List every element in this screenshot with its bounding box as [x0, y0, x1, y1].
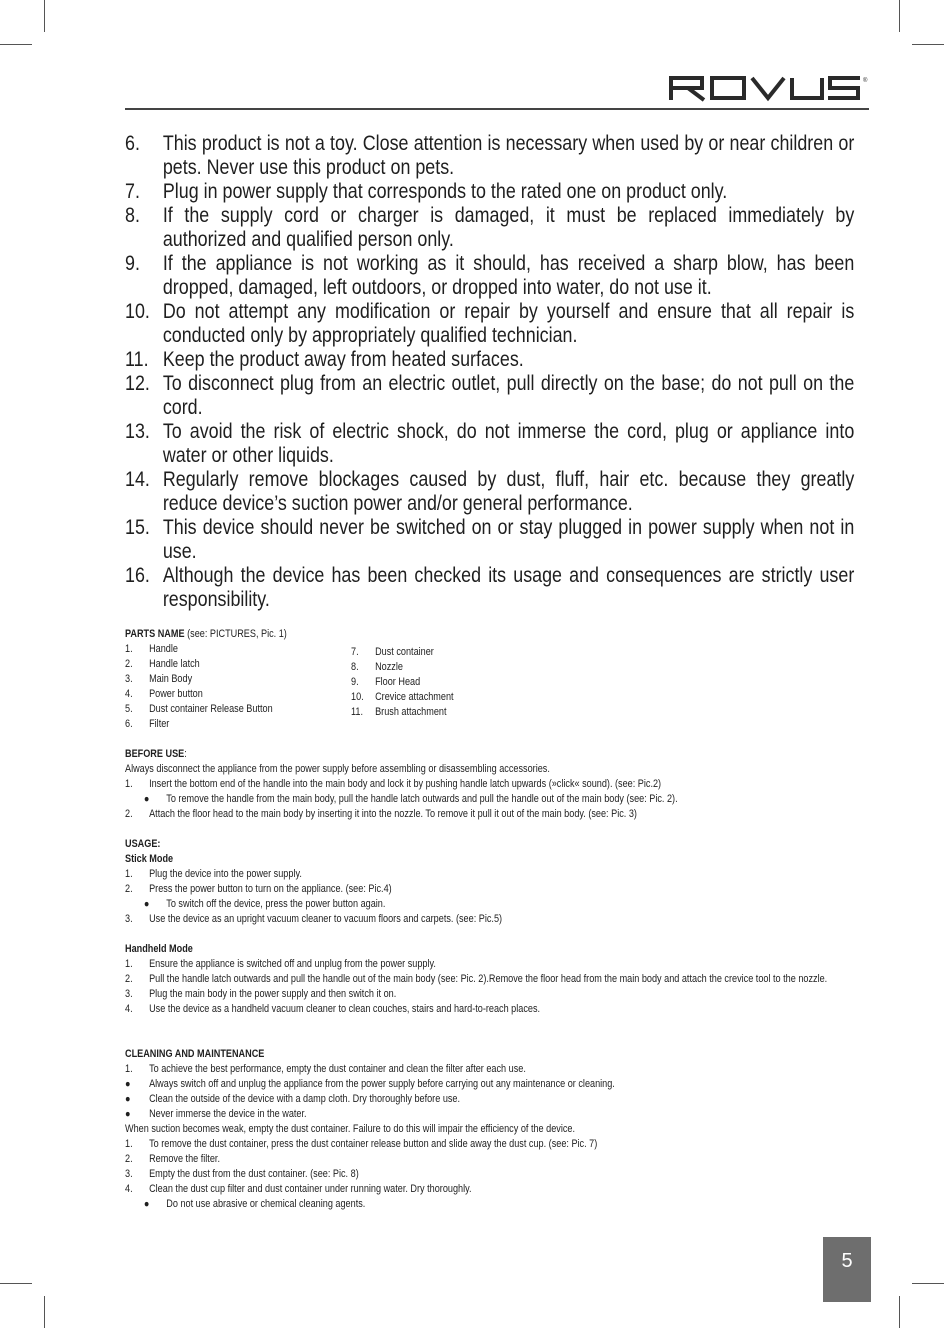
rovus-logo — [668, 74, 868, 102]
list-item: 4. Use the device as a handheld vacuum cleaner to clean couches, stairs and hard-to-reach places. — [125, 1003, 541, 1015]
list-item: 9. If the appliance is not working as it should, has received a sharp blow, has been dropped, damaged, left outdoors, or dropped into water, do not use it. — [125, 252, 855, 299]
list-item: 5. Dust container Release Button — [125, 703, 273, 715]
crop-mark — [899, 1296, 900, 1328]
section-heading: USAGE: — [125, 838, 161, 850]
list-item: 15. This device should never be switched on or stay plugged in power supply when not in use. — [125, 516, 855, 563]
list-item: ● To switch off the device, press the power button again. — [143, 898, 386, 910]
before-use-section — [125, 747, 865, 822]
list-item: 2. Pull the handle latch outwards and pull the handle out of the main body (see: Pic. 2).Remove the floor head from the main body and attach the crevice tool to the nozzle. — [125, 973, 828, 985]
list-item: 8. If the supply cord or charger is damaged, it must be replaced immediately by authorized and qualified person only. — [125, 204, 855, 251]
list-item: 3. Empty the dust from the dust container. (see: Pic. 8) — [125, 1168, 359, 1180]
crop-mark — [0, 44, 32, 45]
list-item: 13. To avoid the risk of electric shock, do not immerse the cord, plug or appliance into water or other liquids. — [125, 420, 855, 467]
list-item: 2. Remove the filter. — [125, 1153, 220, 1165]
list-item: 2. Handle latch — [125, 658, 200, 670]
list-item: ● Never immerse the device in the water. — [125, 1108, 307, 1120]
list-item: 3. Main Body — [125, 673, 193, 685]
page-number: 5 — [823, 1237, 871, 1302]
list-item: ● Always switch off and unplug the appliance from the power supply before carrying out any maintenance or cleaning. — [125, 1078, 615, 1090]
header-rule — [125, 108, 869, 110]
section-heading: CLEANING AND MAINTENANCE — [125, 1048, 265, 1060]
list-item: 1. To remove the dust container, press the dust container release button and slide away the dust cup. (see: Pic. 7) — [125, 1138, 598, 1150]
list-item: 14. Regularly remove blockages caused by dust, fluff, hair etc. because they greatly reduce device’s suction power and/or general performance. — [125, 468, 855, 515]
parts-list-right — [351, 645, 523, 720]
list-item: 2. Attach the floor head to the main body by inserting it into the nozzle. To remove it pull it out of the main body. (see: Pic. 3) — [125, 808, 637, 820]
list-item: 12. To disconnect plug from an electric outlet, pull directly on the base; do not pull on the cord. — [125, 372, 855, 419]
section-heading: BEFORE USE: — [125, 748, 187, 760]
list-item: 1. Plug the device into the power supply. — [125, 868, 302, 880]
list-item: 10. Do not attempt any modification or repair by yourself and ensure that all repair is conducted only by appropriately qualified technician. — [125, 300, 855, 347]
crop-mark — [912, 44, 944, 45]
paragraph: Always disconnect the appliance from the power supply before assembling or disassembling accessories. — [125, 763, 550, 775]
list-item: 1. Ensure the appliance is switched off and unplug from the power supply. — [125, 958, 436, 970]
list-item: 3. Use the device as an upright vacuum cleaner to vacuum floors and carpets. (see: Pic.5) — [125, 913, 503, 925]
list-item: 2. Press the power button to turn on the appliance. (see: Pic.4) — [125, 883, 392, 895]
crop-mark — [0, 1283, 32, 1284]
subsection-heading: Handheld Mode — [125, 943, 193, 955]
crop-mark — [912, 1283, 944, 1284]
list-item: ● To remove the handle from the main body, pull the handle latch outwards and pull the handle out of the main body (see: Pic. 2). — [143, 793, 678, 805]
list-item: 11. Brush attachment — [351, 706, 447, 718]
list-item: 4. Power button — [125, 688, 203, 700]
list-item: 4. Clean the dust cup filter and dust container under running water. Dry thoroughly. — [125, 1183, 472, 1195]
crop-mark — [899, 0, 900, 32]
list-item: 1. Handle — [125, 643, 178, 655]
svg-text:®: ® — [863, 78, 868, 84]
crop-mark — [44, 0, 45, 32]
crop-mark — [44, 1296, 45, 1328]
list-item: ● Do not use abrasive or chemical cleaning agents. — [143, 1198, 366, 1210]
list-item: 6. Filter — [125, 718, 170, 730]
list-item: 8. Nozzle — [351, 661, 403, 673]
list-item: 7. Dust container — [351, 646, 434, 658]
list-item: 1. Insert the bottom end of the handle into the main body and lock it by pushing handle latch upwards (»click« sound). (see: Pic.2) — [125, 778, 662, 790]
subsection-heading: Stick Mode — [125, 853, 174, 865]
list-item: 7. Plug in power supply that corresponds to the rated one on product only. — [125, 180, 728, 203]
list-item: 9. Floor Head — [351, 676, 421, 688]
paragraph: When suction becomes weak, empty the dust container. Failure to do this will impair the efficiency of the device. — [125, 1123, 576, 1135]
safety-instructions — [125, 132, 854, 612]
list-item: 3. Plug the main body in the power supply and then switch it on. — [125, 988, 397, 1000]
list-item: 1. To achieve the best performance, empty the dust container and clean the filter after each use. — [125, 1063, 526, 1075]
list-item: 10. Crevice attachment — [351, 691, 454, 703]
list-item: 6. This product is not a toy. Close attention is necessary when used by or near children or pets. Never use this product on pets. — [125, 132, 855, 179]
list-item: 16. Although the device has been checked its usage and consequences are strictly user responsibility. — [125, 564, 855, 611]
list-item: 11. Keep the product away from heated surfaces. — [125, 348, 524, 371]
list-item: ● Clean the outside of the device with a damp cloth. Dry thoroughly before use. — [125, 1093, 461, 1105]
cleaning-section — [125, 1047, 865, 1212]
section-heading: PARTS NAME (see: PICTURES, Pic. 1) — [125, 628, 287, 640]
usage-section — [125, 837, 865, 1017]
